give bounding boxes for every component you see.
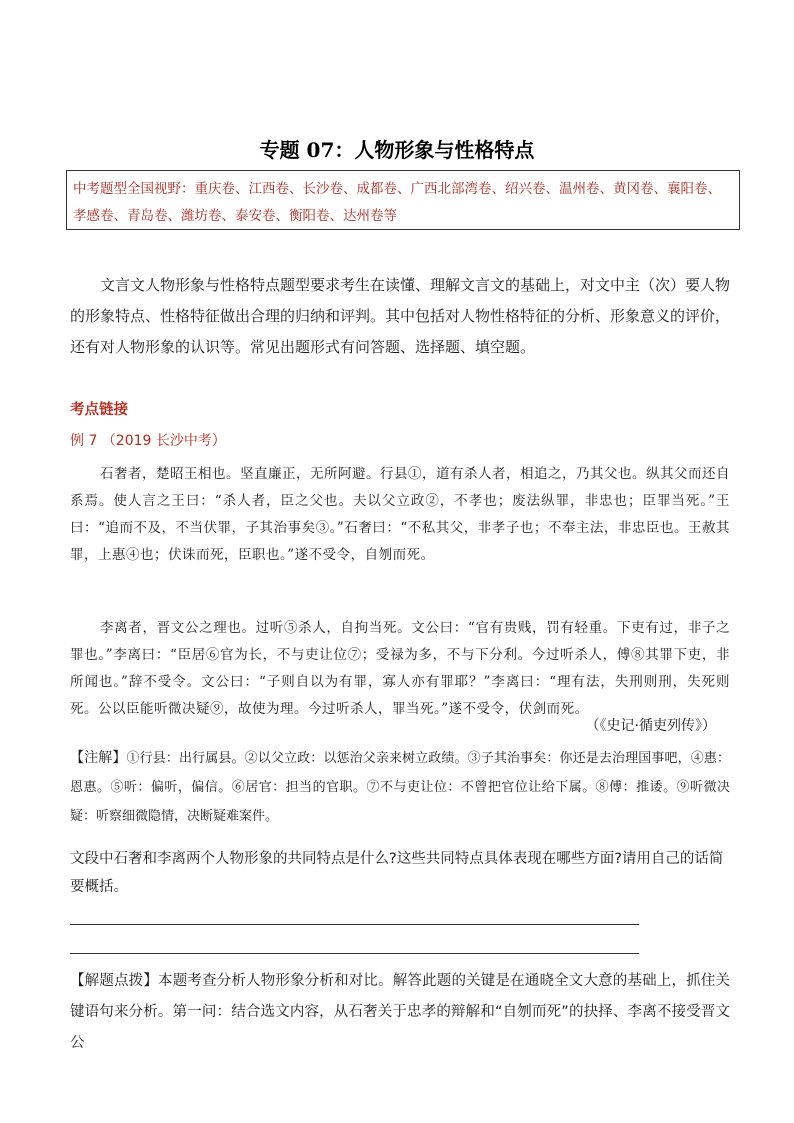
passage-paragraph-2: 李离者，晋文公之理也。过听⑤杀人，自拘当死。文公曰：“官有贵贱，罚有轻重。下吏有过，非子之罪也。”李离曰：“臣居⑥官为长，不与吏让位⑦；受禄为多，不与下分利。今过听杀人，傅⑧其罪下吏，非所闻也。”辞不受令。文公曰：“子则自以为有罪，寡人亦有罪耶？”李离曰：“理有法，失刑则刑，失死则死。公以臣能听微决疑⑨，故使为理。今过听杀人，罪当死。”遂不受令，伏剑而死。 <box>70 620 730 717</box>
exam-regions-list: 重庆卷、江西卷、长沙卷、成都卷、广西北部湾卷、绍兴卷、温州卷、黄冈卷、襄阳卷、孝感卷、青岛卷、潍坊卷、泰安卷、衡阳卷、达州卷等 <box>73 181 721 224</box>
page-title: 专题 07：人物形象与性格特点 <box>259 138 535 162</box>
exam-regions-box <box>66 170 740 230</box>
analysis-label: 【解题点拨】 <box>70 973 159 989</box>
answer-line[interactable] <box>70 953 639 954</box>
section-heading: 考点链接 <box>70 402 128 418</box>
annotations-label: 【注解】 <box>70 750 127 766</box>
annotations <box>70 744 730 831</box>
question-text: 文段中石奢和李离两个人物形象的共同特点是什么?这些共同特点具体表现在哪些方面?请用自己的话简要概括。 <box>70 851 724 895</box>
analysis-text: 本题考查分析人物形象分析和对比。解答此题的关键是在通晓全文大意的基础上，抓住关键语句来分析。第一问：结合选文内容，从石奢关于忠孝的辩解和“自刎而死”的抉择、李离不接受晋文公 <box>70 973 731 1051</box>
answer-line[interactable] <box>70 924 639 925</box>
example-label: 例 7 （2019 长沙中考） <box>70 433 226 449</box>
exam-regions-label: 中考题型全国视野： <box>73 181 195 197</box>
annotations-text: ①行县：出行属县。②以父立政：以惩治父亲来树立政绩。③子其治事矣：你还是去治理国事吧，④惠：恩惠。⑤听：偏听，偏信。⑥居官：担当的官职。⑦不与吏让位：不曾把官位让给下属。⑧傅：推诿。⑨听微决疑：听察细微隐情，决断疑难案件。 <box>70 751 730 824</box>
intro-paragraph: 文言文人物形象与性格特点题型要求考生在读懂、理解文言文的基础上，对文中主（次）要人物的形象特点、性格特征做出合理的归纳和评判。其中包括对人物性格特征的分析、形象意义的评价，还有对人物形象的认识等。常见出题形式有问答题、选择题、填空题。 <box>70 276 731 356</box>
analysis-paragraph <box>70 966 730 1059</box>
passage-source: （《史记·循吏列传》） <box>585 718 716 734</box>
passage-paragraph-1: 石奢者，楚昭王相也。坚直廉正，无所阿避。行县①，道有杀人者，相追之，乃其父也。纵其父而还自系焉。使人言之王曰：“杀人者，臣之父也。夫以父立政②，不孝也；废法纵罪，非忠也；臣罪当死。”王曰：“追而不及，不当伏罪，子其治事矣③。”石奢曰：“不私其父，非孝子也；不奉主法，非忠臣也。王赦其罪，上惠④也；伏诛而死，臣职也。”遂不受令，自刎而死。 <box>70 466 730 563</box>
